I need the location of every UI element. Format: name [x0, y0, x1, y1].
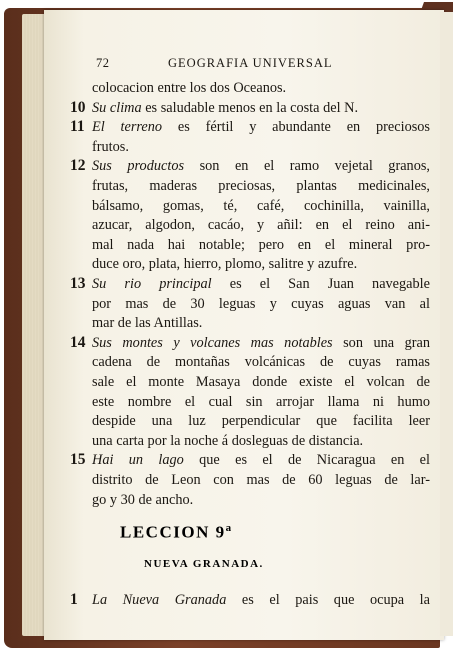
- text-line: [70, 215, 430, 235]
- line-text: go y 30 de ancho.: [92, 491, 194, 508]
- italic-heading: Sus productos: [92, 158, 185, 175]
- line-text: frutos.: [92, 138, 129, 155]
- running-title: GEOGRAFIA UNIVERSAL: [168, 56, 333, 70]
- text-line: [70, 78, 430, 98]
- paragraph-number: 14: [70, 333, 86, 351]
- line-text: mal nada hai notable; pero en el mineral pro-: [92, 236, 430, 253]
- text-line: [70, 392, 430, 412]
- paragraph-number: 12: [70, 157, 86, 175]
- line-text: colocacion entre los dos Oceanos.: [92, 80, 287, 96]
- text-line: [70, 235, 430, 255]
- text-line: [70, 372, 430, 392]
- line-text: frutas, maderas preciosas, plantas medicinales,: [92, 178, 430, 194]
- text-line: [70, 431, 430, 451]
- line-text: distrito de Leon con mas de 60 leguas de lar-: [92, 472, 430, 488]
- lesson-subtitle: NUEVA GRANADA.: [144, 558, 264, 570]
- line-text: por mas de 30 leguas y cuyas aguas van al: [92, 295, 430, 312]
- line-text: son una gran: [332, 334, 430, 351]
- paragraph-number: 15: [70, 451, 86, 469]
- paragraph-number: 10: [70, 98, 86, 116]
- text-line: [70, 274, 430, 294]
- paragraph-number: 11: [70, 118, 85, 136]
- text-line: [70, 490, 430, 510]
- line-text: es el San Juan navegable: [211, 276, 430, 292]
- line-text: cadena de montañas volcánicas de cuyas ramas: [92, 354, 430, 371]
- line-text: es saludable menos en la costa del N.: [141, 99, 359, 116]
- text-line: [70, 117, 430, 137]
- next-page-edge: [440, 12, 453, 636]
- page-number: 72: [96, 56, 110, 70]
- line-text: bálsamo, gomas, té, café, cochinilla, vainilla,: [92, 197, 430, 214]
- paragraph-number: 13: [70, 275, 86, 292]
- line-text: es el pais que ocupa la: [226, 592, 430, 608]
- line-text: mar de las Antillas.: [92, 315, 203, 332]
- text-line: [70, 352, 430, 372]
- italic-heading: Su clima: [92, 99, 142, 116]
- text-line: [70, 98, 430, 118]
- line-text: una carta por la noche á dosleguas de distancia.: [92, 432, 364, 449]
- text-line: [70, 176, 430, 196]
- text-line: [70, 333, 430, 353]
- text-line: [70, 294, 430, 314]
- text-line: [70, 156, 430, 176]
- text-line: [70, 196, 430, 216]
- text-line: [70, 450, 430, 470]
- text-line: [70, 254, 430, 274]
- line-text: que es el de Nicaragua en el: [183, 452, 430, 469]
- lesson-title: [120, 522, 360, 543]
- italic-heading: La Nueva Granada: [92, 592, 227, 608]
- italic-heading: Hai un lago: [92, 452, 184, 469]
- lesson-title-superscript: a: [225, 522, 233, 534]
- italic-heading: Su rio principal: [92, 276, 212, 292]
- line-text: azucar, algodon, cacáo, y añil: en el reino ani-: [92, 217, 430, 234]
- lesson-title-text: LECCION 9: [120, 522, 226, 542]
- line-text: duce oro, plata, hierro, plomo, salitre y azufre.: [92, 256, 358, 273]
- text-line: [70, 137, 430, 157]
- italic-heading: El terreno: [92, 119, 163, 136]
- paragraph-number: 1: [70, 591, 78, 608]
- line-text: este nombre el cual sin arrojar llama ni humo: [92, 393, 430, 410]
- line-text: es fértil y abundante en preciosos: [162, 119, 431, 136]
- line-text: despide una luz perpendicular que facilita leer: [92, 413, 430, 430]
- text-line: [70, 470, 430, 490]
- line-text: son en el ramo vejetal granos,: [184, 158, 430, 175]
- text-line: [70, 590, 430, 610]
- text-line: [70, 411, 430, 431]
- text-line: [70, 313, 430, 333]
- italic-heading: Sus montes y volcanes mas notables: [92, 334, 333, 351]
- line-text: sale el monte Masaya donde existe el volcan de: [92, 374, 430, 390]
